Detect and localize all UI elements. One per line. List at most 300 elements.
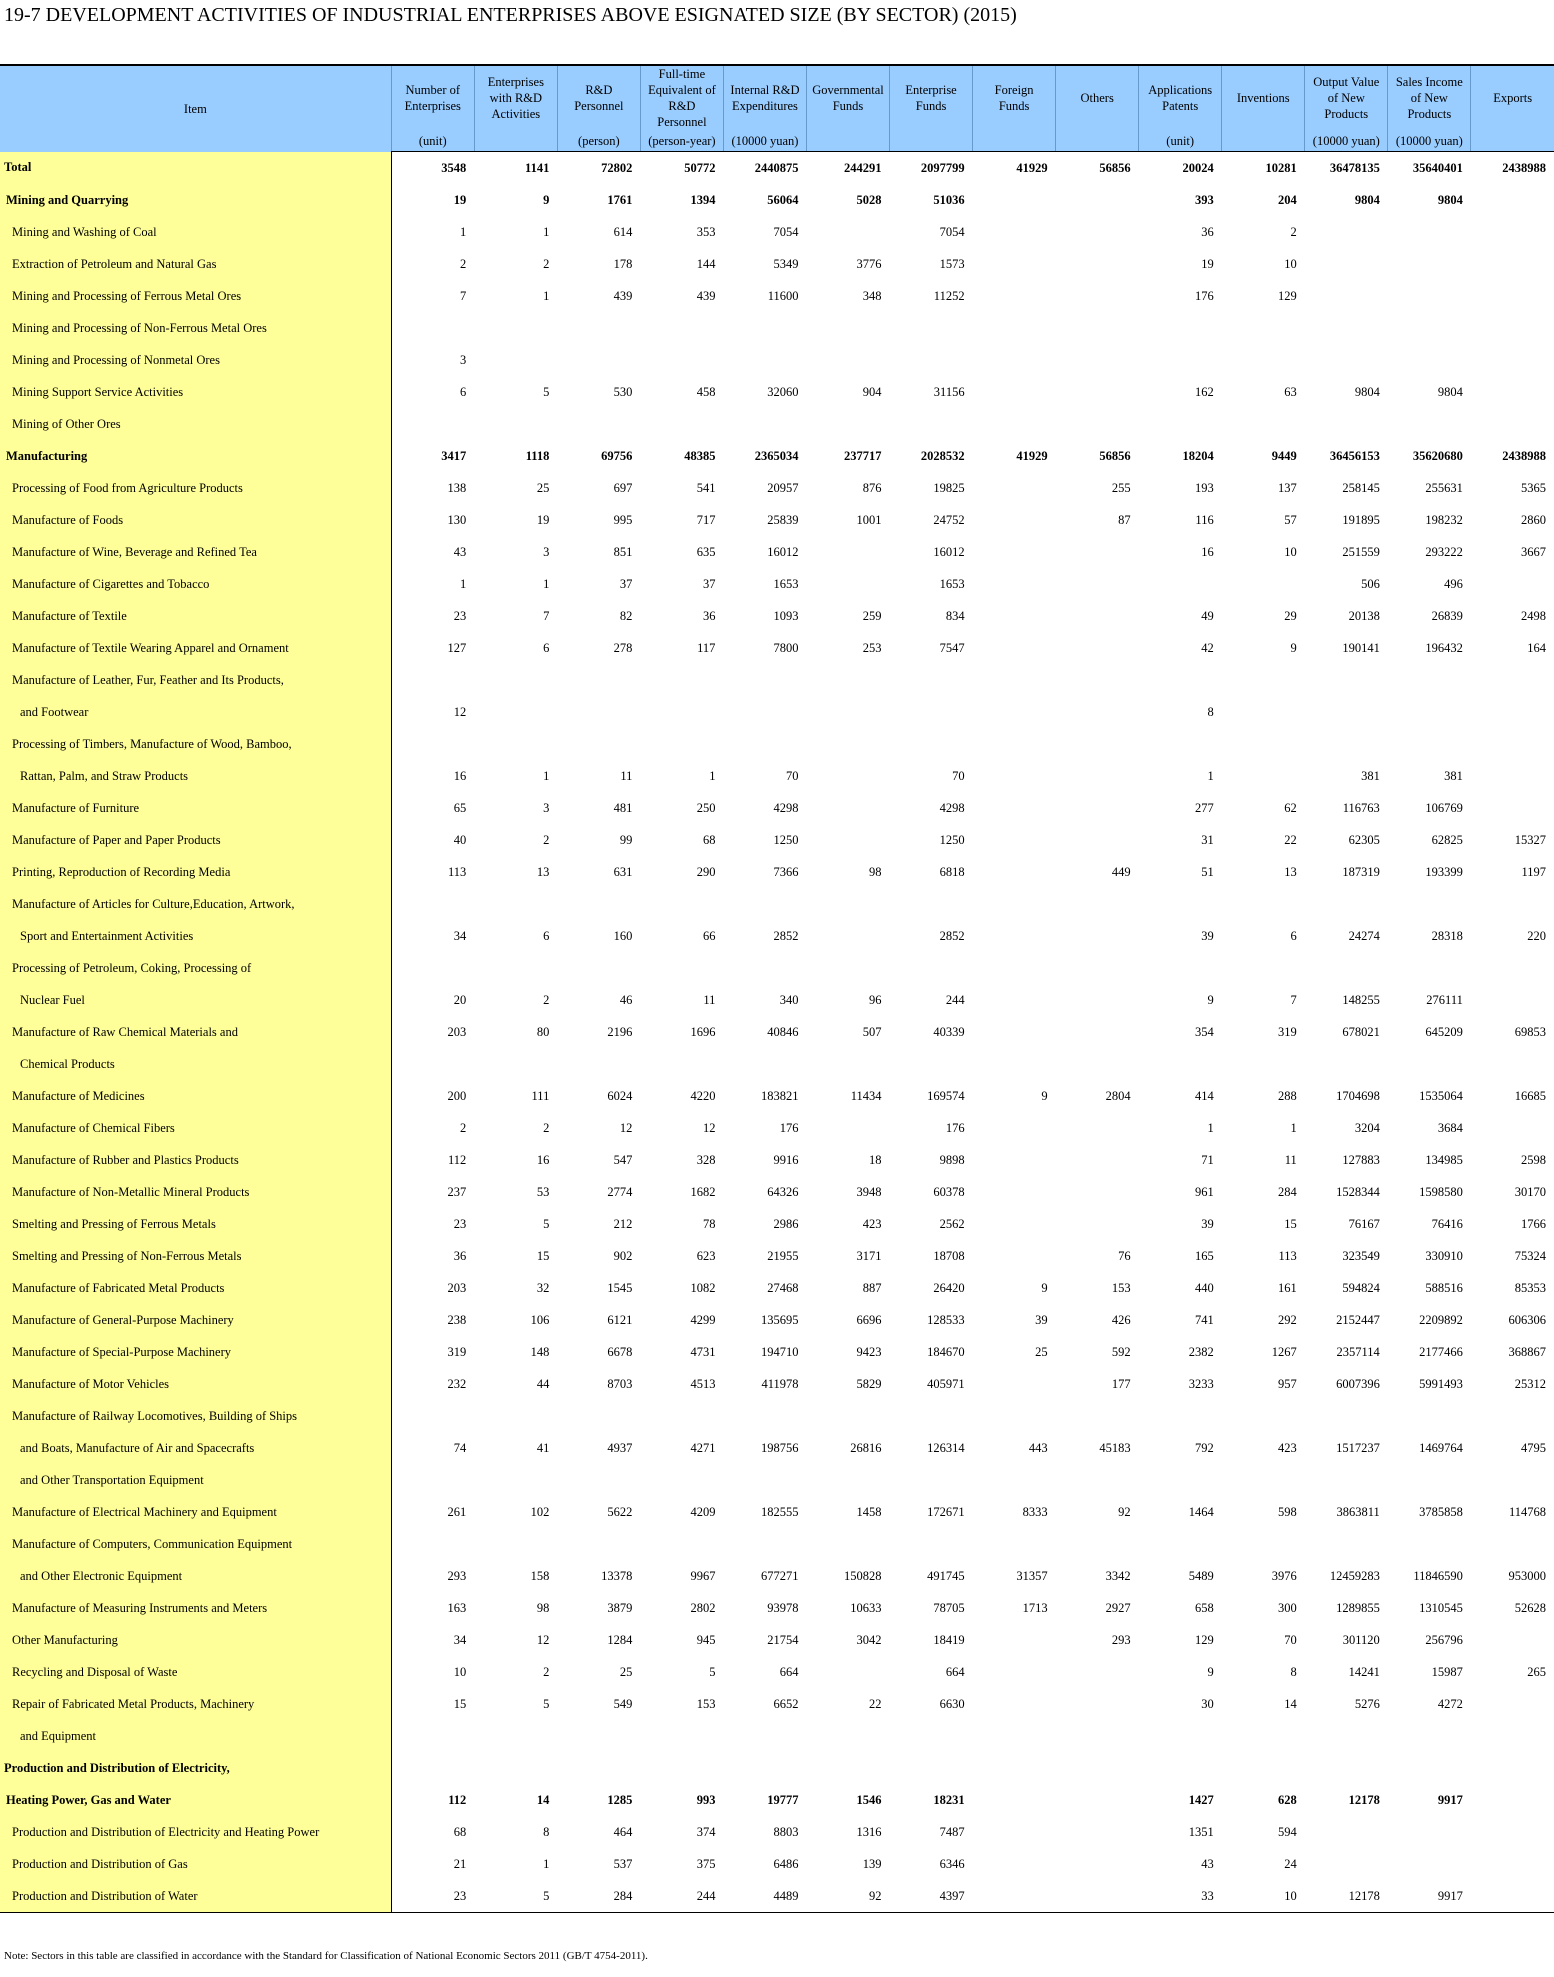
cell-internal_rd: 8803	[773, 1824, 799, 1839]
cell-internal_rd: 19777	[767, 1792, 799, 1807]
cell-sales_income: 28318	[1431, 928, 1463, 943]
row-label: Manufacture of Motor Vehicles	[0, 1368, 391, 1400]
cell-fte: 4220	[690, 1088, 716, 1103]
cell-gov_funds	[806, 344, 889, 376]
cell-foreign_funds: 9	[1041, 1088, 1048, 1103]
cell-output_value	[1305, 312, 1388, 344]
cell-fte: 993	[696, 1792, 716, 1807]
cell-output_value: 251559	[1342, 544, 1380, 559]
table-row	[0, 1496, 1554, 1528]
cell-with_rd: 32	[536, 1280, 550, 1295]
cell-rd_personnel	[557, 312, 640, 344]
row-label: Mining of Other Ores	[0, 408, 391, 440]
cell-enterprises: 40	[453, 832, 467, 847]
cell-internal_rd: 6652	[773, 1696, 799, 1711]
column-unit-patents: (unit)	[1139, 130, 1222, 152]
cell-others: 87	[1118, 512, 1131, 527]
cell-ent_funds: 16012	[933, 544, 965, 559]
cell-patents: 8	[1207, 704, 1214, 719]
cell-exports: 368867	[1508, 1344, 1546, 1359]
cell-rd_personnel	[557, 1528, 640, 1560]
cell-enterprises: 261	[447, 1504, 467, 1519]
cell-exports: 2598	[1521, 1152, 1546, 1167]
cell-rd_personnel: 2196	[607, 1024, 633, 1039]
cell-rd_personnel	[557, 408, 640, 440]
cell-fte: 1682	[690, 1184, 716, 1199]
cell-enterprises: 20	[453, 992, 467, 1007]
cell-rd_personnel: 481	[613, 800, 633, 815]
cell-enterprises: 21	[453, 1856, 467, 1871]
cell-foreign_funds: 39	[1035, 1312, 1048, 1327]
cell-sales_income: 5991493	[1419, 1376, 1463, 1391]
cell-foreign_funds	[973, 1464, 1056, 1496]
cell-inventions: 14	[1284, 1696, 1297, 1711]
table-row	[0, 1144, 1554, 1176]
table-row	[0, 1656, 1554, 1688]
cell-gov_funds	[806, 312, 889, 344]
cell-patents: 116	[1195, 512, 1214, 527]
cell-sales_income	[1388, 664, 1471, 696]
cell-internal_rd: 677271	[760, 1568, 799, 1583]
cell-sales_income: 35640401	[1412, 160, 1463, 175]
cell-exports: 16685	[1514, 1088, 1546, 1103]
cell-fte	[640, 1528, 723, 1560]
cell-sales_income: 276111	[1426, 992, 1463, 1007]
cell-internal_rd	[723, 344, 806, 376]
cell-rd_personnel: 6678	[607, 1344, 633, 1359]
cell-with_rd: 19	[536, 512, 550, 527]
cell-output_value: 14241	[1348, 1664, 1380, 1679]
row-label: Nuclear Fuel	[0, 984, 391, 1016]
cell-fte: 4299	[690, 1312, 716, 1327]
cell-with_rd: 8	[543, 1824, 550, 1839]
cell-rd_personnel: 1761	[607, 192, 633, 207]
table-row	[0, 1688, 1554, 1720]
cell-foreign_funds	[973, 984, 1056, 1016]
cell-fte: 717	[696, 512, 716, 527]
cell-with_rd: 3	[543, 544, 550, 559]
cell-internal_rd: 6486	[773, 1856, 799, 1871]
cell-with_rd: 7	[543, 608, 550, 623]
table-row	[0, 1336, 1554, 1368]
cell-enterprises: 3548	[441, 160, 467, 175]
cell-enterprises: 1	[460, 224, 467, 239]
cell-with_rd: 1	[543, 224, 550, 239]
cell-output_value	[1305, 728, 1388, 760]
cell-others	[1056, 824, 1139, 856]
cell-fte: 11	[703, 992, 716, 1007]
table-row	[0, 696, 1554, 728]
cell-foreign_funds	[973, 248, 1056, 280]
row-label: and Equipment	[0, 1720, 391, 1752]
cell-others	[1056, 376, 1139, 408]
cell-internal_rd: 11600	[767, 288, 799, 303]
cell-ent_funds: 40339	[933, 1024, 965, 1039]
cell-sales_income: 106769	[1425, 800, 1463, 815]
cell-others	[1056, 984, 1139, 1016]
cell-exports: 1197	[1521, 864, 1546, 879]
cell-sales_income: 2177466	[1419, 1344, 1463, 1359]
cell-inventions: 300	[1278, 1600, 1297, 1615]
cell-ent_funds: 51036	[933, 192, 965, 207]
cell-patents: 71	[1201, 1152, 1214, 1167]
cell-others	[1056, 1528, 1139, 1560]
cell-others	[1056, 536, 1139, 568]
cell-output_value: 62305	[1348, 832, 1380, 847]
cell-exports	[1471, 408, 1554, 440]
cell-sales_income	[1388, 1528, 1471, 1560]
cell-exports	[1471, 760, 1554, 792]
cell-others	[1056, 1016, 1139, 1048]
cell-others	[1056, 1112, 1139, 1144]
cell-others	[1056, 1816, 1139, 1848]
cell-inventions: 62	[1284, 800, 1297, 815]
cell-enterprises: 238	[447, 1312, 467, 1327]
cell-ent_funds: 4397	[890, 1880, 973, 1913]
cell-inventions: 3976	[1271, 1568, 1297, 1583]
cell-with_rd: 80	[536, 1024, 550, 1039]
cell-sales_income: 11846590	[1413, 1568, 1463, 1583]
row-label: Printing, Reproduction of Recording Media	[0, 856, 391, 888]
cell-with_rd: 2	[543, 1120, 550, 1135]
cell-patents	[1139, 1528, 1222, 1560]
cell-gov_funds: 887	[862, 1280, 882, 1295]
cell-foreign_funds	[973, 920, 1056, 952]
cell-rd_personnel: 278	[613, 640, 633, 655]
cell-foreign_funds	[973, 1016, 1056, 1048]
cell-inventions	[1222, 952, 1305, 984]
cell-sales_income	[1388, 728, 1471, 760]
cell-others	[1056, 1848, 1139, 1880]
cell-sales_income: 76416	[1431, 1216, 1463, 1231]
cell-inventions: 9449	[1271, 448, 1297, 463]
cell-gov_funds	[806, 1400, 889, 1432]
cell-exports: 953000	[1508, 1568, 1546, 1583]
cell-sales_income	[1388, 1464, 1471, 1496]
cell-gov_funds	[806, 728, 889, 760]
row-label: and Footwear	[0, 696, 391, 728]
cell-ent_funds	[890, 344, 973, 376]
cell-gov_funds: 3042	[856, 1632, 882, 1647]
cell-patents	[1139, 312, 1222, 344]
cell-enterprises: 130	[447, 512, 467, 527]
cell-fte: 375	[696, 1856, 716, 1871]
cell-patents: 354	[1194, 1024, 1214, 1039]
cell-sales_income: 134985	[1425, 1152, 1463, 1167]
cell-sales_income: 62825	[1431, 832, 1463, 847]
cell-ent_funds: 19825	[933, 480, 965, 495]
cell-exports	[1471, 1400, 1554, 1432]
cell-with_rd: 2	[543, 256, 550, 271]
row-label: Other Manufacturing	[0, 1624, 391, 1656]
cell-rd_personnel: 631	[613, 864, 633, 879]
cell-with_rd: 2	[543, 832, 550, 847]
cell-ent_funds: 834	[945, 608, 965, 623]
column-unit-ent_funds	[890, 130, 973, 152]
cell-inventions: 113	[1278, 1248, 1297, 1263]
cell-enterprises: 127	[447, 640, 467, 655]
cell-rd_personnel: 995	[613, 512, 633, 527]
cell-foreign_funds: 41929	[1016, 448, 1048, 463]
cell-output_value: 190141	[1342, 640, 1380, 655]
column-header-with_rd: Enterprises with R&D Activities	[474, 65, 557, 130]
cell-foreign_funds	[973, 472, 1056, 504]
cell-patents: 19	[1201, 256, 1214, 271]
cell-enterprises: 3417	[441, 448, 467, 463]
cell-patents: 2382	[1188, 1344, 1214, 1359]
cell-patents: 49	[1201, 608, 1214, 623]
cell-exports: 2498	[1521, 608, 1546, 623]
cell-with_rd: 5	[543, 1696, 550, 1711]
cell-inventions: 957	[1278, 1376, 1297, 1391]
cell-ent_funds	[890, 696, 973, 728]
cell-with_rd: 1	[543, 576, 550, 591]
cell-rd_personnel	[557, 344, 640, 376]
cell-others	[1056, 1464, 1139, 1496]
cell-fte: 2802	[690, 1600, 716, 1615]
cell-output_value	[1305, 888, 1388, 920]
cell-rd_personnel: 284	[557, 1880, 640, 1913]
cell-internal_rd: 64326	[767, 1184, 799, 1199]
cell-ent_funds	[890, 952, 973, 984]
cell-internal_rd: 4489	[723, 1880, 806, 1913]
cell-fte: 12	[702, 1120, 716, 1135]
cell-sales_income	[1388, 216, 1471, 248]
cell-inventions: 29	[1284, 608, 1297, 623]
table-row	[0, 792, 1554, 824]
cell-inventions: 204	[1278, 192, 1297, 207]
cell-foreign_funds	[973, 600, 1056, 632]
cell-exports: 30170	[1514, 1184, 1546, 1199]
row-label: Production and Distribution of Gas	[0, 1848, 391, 1880]
cell-patents	[1139, 664, 1222, 696]
cell-with_rd: 1	[543, 1856, 550, 1871]
cell-others	[1056, 728, 1139, 760]
column-unit-fte: (person-year)	[640, 130, 723, 152]
cell-ent_funds: 169574	[927, 1088, 965, 1103]
table-row	[0, 1784, 1554, 1816]
column-unit-enterprises: (unit)	[391, 130, 474, 152]
cell-exports	[1471, 1848, 1554, 1880]
cell-enterprises	[391, 1752, 474, 1784]
cell-with_rd: 106	[530, 1312, 550, 1327]
cell-with_rd: 111	[531, 1088, 550, 1103]
cell-others	[1056, 792, 1139, 824]
cell-sales_income: 9804	[1437, 384, 1463, 399]
cell-exports	[1471, 248, 1554, 280]
cell-sales_income: 330910	[1425, 1248, 1463, 1263]
cell-output_value	[1305, 344, 1388, 376]
table-row	[0, 472, 1554, 504]
cell-rd_personnel: 72802	[601, 160, 633, 175]
table-body	[0, 152, 1554, 1913]
cell-sales_income: 9917	[1437, 1792, 1463, 1807]
cell-internal_rd	[723, 1528, 806, 1560]
cell-internal_rd: 32060	[767, 384, 799, 399]
cell-internal_rd: 1250	[773, 832, 799, 847]
cell-gov_funds: 22	[869, 1696, 882, 1711]
cell-patents: 1351	[1188, 1824, 1214, 1839]
cell-inventions	[1222, 728, 1305, 760]
cell-gov_funds	[806, 824, 889, 856]
table-row	[0, 1112, 1554, 1144]
cell-foreign_funds	[973, 1848, 1056, 1880]
cell-enterprises	[391, 312, 474, 344]
cell-with_rd: 6	[543, 640, 550, 655]
cell-exports: 52628	[1514, 1600, 1546, 1615]
cell-gov_funds	[806, 1112, 889, 1144]
cell-others	[1056, 312, 1139, 344]
cell-output_value	[1305, 664, 1388, 696]
cell-exports	[1471, 1528, 1554, 1560]
cell-internal_rd: 93978	[767, 1600, 799, 1615]
cell-fte: 1	[709, 768, 716, 783]
cell-foreign_funds	[973, 1208, 1056, 1240]
table-row	[0, 440, 1554, 472]
row-label: Production and Distribution of Electricity and Heating Power	[0, 1816, 391, 1848]
cell-enterprises: 203	[447, 1024, 467, 1039]
column-header-patents: Applications Patents	[1139, 65, 1222, 130]
table-row	[0, 376, 1554, 408]
cell-inventions	[1222, 1464, 1305, 1496]
cell-others	[1056, 696, 1139, 728]
cell-enterprises: 138	[447, 480, 467, 495]
cell-ent_funds: 2562	[939, 1216, 965, 1231]
column-header-enterprises: Number of Enterprises	[391, 65, 474, 130]
cell-foreign_funds	[973, 1624, 1056, 1656]
cell-rd_personnel: 6024	[607, 1088, 633, 1103]
cell-internal_rd	[723, 1400, 806, 1432]
cell-fte: 635	[696, 544, 716, 559]
cell-patents	[1139, 1464, 1222, 1496]
cell-sales_income: 1310545	[1419, 1600, 1463, 1615]
row-label: Manufacture of Rubber and Plastics Products	[0, 1144, 391, 1176]
cell-sales_income	[1388, 1720, 1471, 1752]
cell-ent_funds	[890, 728, 973, 760]
cell-fte	[640, 344, 723, 376]
cell-sales_income: 3785858	[1419, 1504, 1463, 1519]
cell-internal_rd: 21754	[767, 1632, 799, 1647]
table-row	[0, 248, 1554, 280]
table-header	[0, 65, 1554, 152]
cell-inventions	[1222, 1720, 1305, 1752]
cell-fte: 4271	[690, 1440, 716, 1455]
cell-fte	[640, 312, 723, 344]
cell-output_value: 116763	[1342, 800, 1380, 815]
cell-internal_rd: 16012	[767, 544, 799, 559]
column-unit-inventions	[1222, 130, 1305, 152]
table-row	[0, 1624, 1554, 1656]
cell-ent_funds: 26420	[933, 1280, 965, 1295]
cell-rd_personnel: 3879	[607, 1600, 633, 1615]
cell-exports	[1471, 728, 1554, 760]
cell-rd_personnel: 8703	[607, 1376, 633, 1391]
cell-gov_funds: 150828	[844, 1568, 882, 1583]
cell-gov_funds: 9423	[856, 1344, 882, 1359]
column-unit-gov_funds	[806, 130, 889, 152]
cell-exports	[1471, 1624, 1554, 1656]
table-row	[0, 280, 1554, 312]
cell-fte: 36	[702, 608, 716, 623]
row-label: Manufacture of Textile	[0, 600, 391, 632]
cell-fte	[640, 1464, 723, 1496]
cell-gov_funds: 11434	[850, 1088, 882, 1103]
row-label: Manufacture of Medicines	[0, 1080, 391, 1112]
cell-patents: 162	[1194, 384, 1214, 399]
cell-ent_funds: 11252	[933, 288, 965, 303]
cell-rd_personnel: 6121	[607, 1312, 633, 1327]
cell-others	[1056, 664, 1139, 696]
table-row	[0, 1880, 1554, 1913]
cell-gov_funds: 423	[862, 1216, 882, 1231]
cell-internal_rd: 5349	[773, 256, 799, 271]
cell-sales_income	[1388, 1048, 1471, 1080]
cell-foreign_funds: 443	[1028, 1440, 1048, 1455]
cell-gov_funds: 348	[862, 288, 882, 303]
cell-fte: 1082	[690, 1280, 716, 1295]
cell-foreign_funds: 9	[1041, 1280, 1048, 1295]
cell-patents: 43	[1201, 1856, 1214, 1871]
cell-inventions: 10	[1222, 1880, 1305, 1913]
cell-patents	[1139, 1752, 1222, 1784]
table-row	[0, 1720, 1554, 1752]
cell-patents: 39	[1201, 1216, 1214, 1231]
cell-with_rd: 98	[536, 1600, 550, 1615]
cell-output_value	[1305, 696, 1388, 728]
cell-enterprises	[391, 664, 474, 696]
cell-ent_funds: 6630	[939, 1696, 965, 1711]
cell-ent_funds: 31156	[933, 384, 965, 399]
cell-foreign_funds: 1713	[1022, 1600, 1048, 1615]
table-row	[0, 888, 1554, 920]
cell-foreign_funds	[973, 792, 1056, 824]
cell-patents	[1139, 952, 1222, 984]
cell-gov_funds: 139	[862, 1856, 882, 1871]
cell-inventions: 8	[1290, 1664, 1297, 1679]
cell-internal_rd: 411978	[761, 1376, 799, 1391]
cell-enterprises	[391, 1400, 474, 1432]
cell-internal_rd: 135695	[760, 1312, 799, 1327]
row-label: Manufacture of General-Purpose Machinery	[0, 1304, 391, 1336]
cell-foreign_funds	[973, 888, 1056, 920]
cell-enterprises	[391, 888, 474, 920]
cell-exports: 3667	[1521, 544, 1546, 559]
cell-output_value: 301120	[1342, 1632, 1380, 1647]
cell-with_rd	[474, 728, 557, 760]
cell-foreign_funds	[973, 1144, 1056, 1176]
cell-with_rd: 1	[543, 768, 550, 783]
cell-output_value: 1528344	[1336, 1184, 1380, 1199]
cell-enterprises: 112	[448, 1792, 467, 1807]
cell-exports: 164	[1527, 640, 1546, 655]
cell-with_rd: 44	[536, 1376, 550, 1391]
cell-ent_funds: 24752	[933, 512, 965, 527]
cell-gov_funds	[806, 1048, 889, 1080]
cell-fte: 5	[709, 1664, 716, 1679]
cell-gov_funds	[806, 1528, 889, 1560]
cell-inventions: 9	[1290, 640, 1297, 655]
cell-rd_personnel: 547	[613, 1152, 633, 1167]
cell-rd_personnel: 530	[613, 384, 633, 399]
cell-rd_personnel	[557, 888, 640, 920]
cell-fte	[640, 952, 723, 984]
cell-foreign_funds	[973, 952, 1056, 984]
cell-others	[1056, 568, 1139, 600]
cell-inventions: 319	[1278, 1024, 1297, 1039]
cell-foreign_funds	[973, 728, 1056, 760]
cell-output_value: 187319	[1342, 864, 1380, 879]
cell-rd_personnel	[557, 1048, 640, 1080]
